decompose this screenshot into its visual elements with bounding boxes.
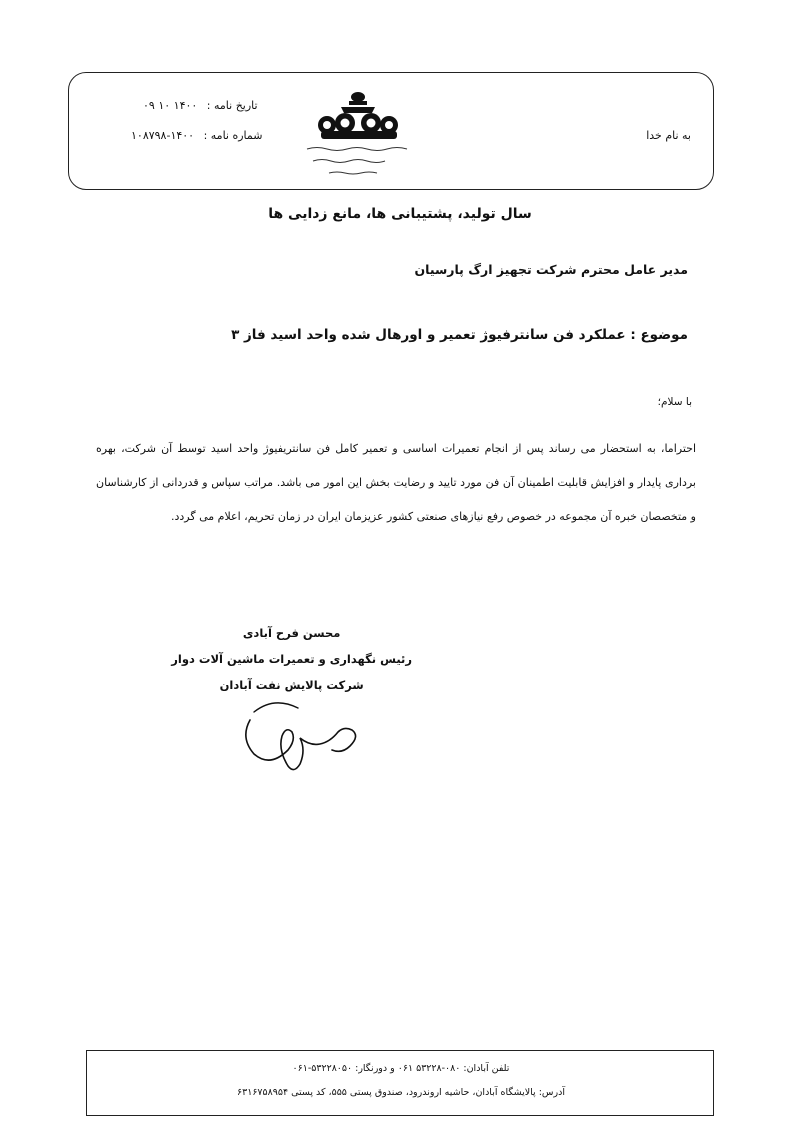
letterhead-box	[68, 72, 714, 190]
signatory-title: رئیس نگهداری و تعمیرات ماشین آلات دوار	[171, 652, 412, 666]
number-label: شماره نامه :	[203, 129, 263, 142]
footer-box	[86, 1050, 714, 1116]
letter-date	[143, 99, 258, 112]
handwritten-signature	[236, 690, 366, 780]
date-label: تاریخ نامه :	[206, 99, 258, 112]
company-logo	[301, 83, 415, 181]
signature-block	[171, 620, 412, 698]
signatory-company: شرکت پالایش نفت آبادان	[219, 678, 364, 692]
greeting: به نام خدا	[646, 129, 691, 142]
letter-number	[131, 129, 262, 142]
salutation: با سلام؛	[657, 396, 692, 408]
letter-body: احتراما، به استحضار می رساند پس از انجام تعمیرات اساسی و تعمیر کامل فن سانتریفیوژ واحد اسید توسط آن شرکت، بهره برداری پایدار و افزایش قابلیت اطمینان آن فن مورد تایید و رضایت بخش این امور می باشد. مراتب سپاس و قدردانی از کارشناسان و متخصصان خبره آن مجموعه در خصوص رفع نیازهای صنعتی کشور عزیزمان ایران در زمان تحریم، اعلام می گردد.	[96, 442, 696, 523]
footer-address: آدرس: پالایشگاه آبادان، حاشیه اروندرود، صندوق پستی ۵۵۵، کد پستی ۶۳۱۶۷۵۸۹۵۴	[237, 1087, 565, 1098]
year-slogan: سال تولید، پشتیبانی ها، مانع زدایی ها	[268, 206, 532, 222]
recipient: مدیر عامل محترم شرکت تجهیز ارگ پارسیان	[414, 262, 688, 277]
number-value: ۱۴۰۰-۱۰۸۷۹۸	[131, 129, 195, 142]
date-value: ۱۴۰۰ ۱۰ ۰۹	[143, 99, 198, 112]
subject-line: موضوع : عملکرد فن سانترفیوژ تعمیر و اورهال شده واحد اسید فاز ۳	[231, 327, 688, 343]
signatory-name: محسن فرح آبادی	[242, 626, 341, 640]
footer-phone: تلفن آبادان: ۰۸۰-۵۳۲۲۸ ۰۶۱ و دورنگار: ۵۳۲۲۸۰۵۰-۰۶۱	[292, 1063, 510, 1074]
